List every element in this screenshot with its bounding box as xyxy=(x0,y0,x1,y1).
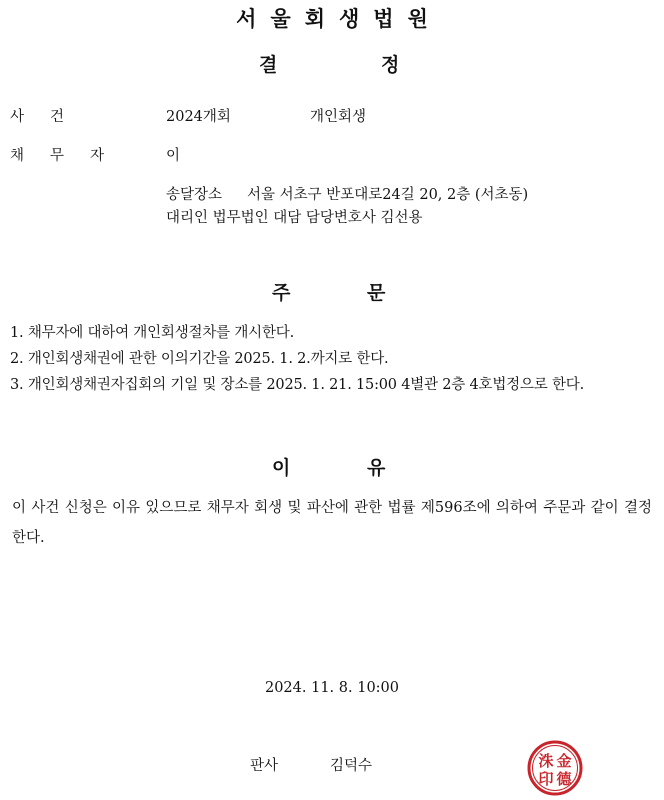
case-type: 개인회생 xyxy=(310,109,367,125)
reason-text: 이 사건 신청은 이유 있으므로 채무자 회생 및 파산에 관한 법률 제596조에 의하여 주문과 같이 결정한다. xyxy=(12,500,652,546)
order-item: 3. 개인회생채권자집회의 기일 및 장소를 2025. 1. 21. 15:00 4별관 2층 4호법정으로 한다. xyxy=(10,377,585,393)
case-label: 사건 xyxy=(10,109,91,125)
service-address: 서울 서초구 반포대로24길 20, 2층 (서초동) xyxy=(247,187,529,203)
svg-text:印: 印 xyxy=(538,770,554,788)
svg-text:德: 德 xyxy=(556,770,572,788)
document-title-second: 정 xyxy=(381,54,400,76)
judge-title: 판사 xyxy=(250,758,279,774)
order-list xyxy=(10,320,655,398)
court-name: 서울회생법원 xyxy=(236,7,442,31)
order-title-second: 문 xyxy=(367,282,386,304)
debtor-label: 채무자 xyxy=(10,148,131,164)
case-number: 2024개회 xyxy=(166,109,231,125)
legal-representative: 대리인 법무법인 대담 담당변호사 김선용 xyxy=(166,210,423,226)
svg-text:金: 金 xyxy=(556,752,572,770)
reason-title-first: 이 xyxy=(272,457,291,479)
debtor-name: 이 xyxy=(166,148,181,164)
service-address-label: 송달장소 xyxy=(166,187,223,203)
judge-name: 김덕수 xyxy=(330,758,373,774)
decision-datetime: 2024. 11. 8. 10:00 xyxy=(264,680,400,696)
order-item: 1. 채무자에 대하여 개인회생절차를 개시한다. xyxy=(10,325,295,341)
svg-text:洙: 洙 xyxy=(538,752,554,770)
judge-seal-stamp xyxy=(527,740,583,796)
order-title-first: 주 xyxy=(272,282,291,304)
document-title-first: 결 xyxy=(259,54,278,76)
order-item: 2. 개인회생채권에 관한 이의기간을 2025. 1. 2.까지로 한다. xyxy=(10,351,389,367)
reason-title-second: 유 xyxy=(367,457,386,479)
